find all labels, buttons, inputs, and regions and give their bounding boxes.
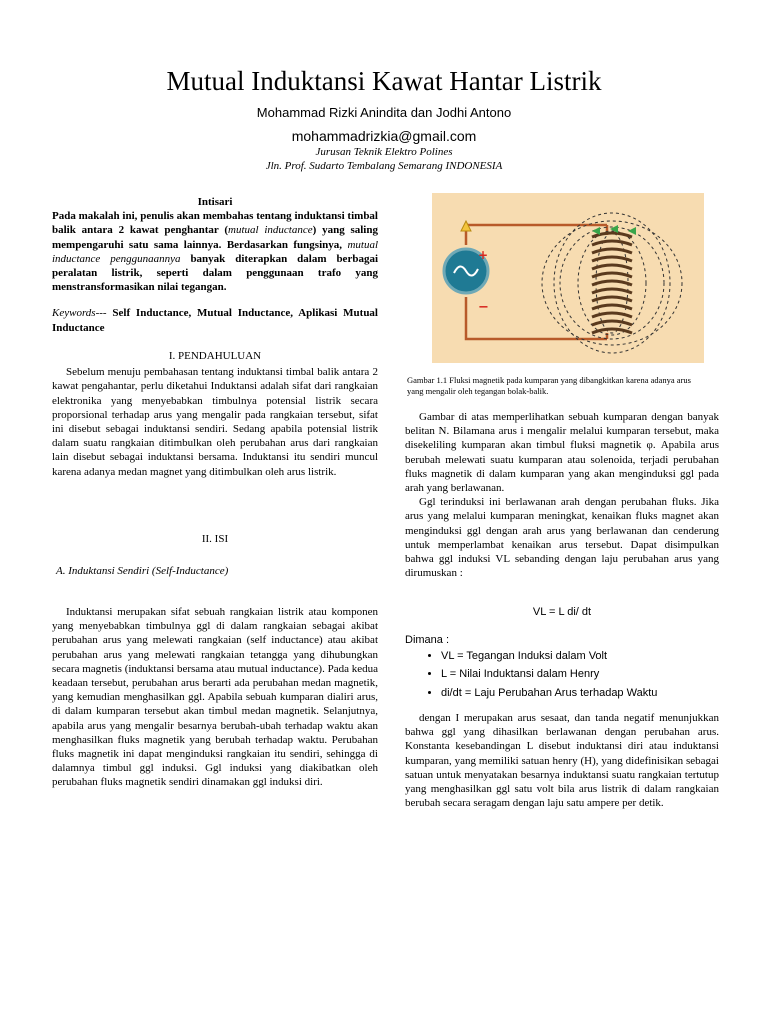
plus-sign: +: [478, 248, 489, 262]
abstract-part-1: Pada makalah ini, penulis akan membahas tentang induktansi timbal balik antara 2 kawat penghantar (: [52, 210, 378, 237]
definition-list: [405, 649, 719, 700]
section-1-paragraph: Sebelum menuju pembahasan tentang induktansi timbal balik antara 2 kawat pengahantar, perlu diketahui Induktansi adalah sifat dari rangkaian elektronika yang menyebabkan timbulnya potensial listrik secara proporsional terhadap arus yang mengalir pada rangkaian tersebut, sifat ini disebut sebagai induktansi sendiri. Sedang apabila potensial listrik dalam suatu rangkaian ditimbulkan oleh perubahan arus dari rangkaian lain disebut sebagai induktansi bersama. Induktansi itu sendiri muncul karena adanya medan magnet yang ditimbulkan oleh arus listrik.: [52, 366, 378, 478]
abstract-italic-1: mutual inductance: [228, 224, 313, 237]
self-inductance-paragraph: Induktansi merupakan sifat sebuah rangkaian listrik atau komponen yang menyebabkan timbulnya ggl di dalam rangkaian sebagai akibat perubahan arus yang melewati rangkaian (self inductance) atau akibat perubahan arus yang melewati rangkaian tetangga yang dihubungkan secara magnetis (induktansi bersama atau mutual inductance). Pada kedua keadaan tersebut, perubahan arus berarti ada perubahan medan magnetik, yang kemudian menghasilkan ggl. Apabila sebuah kumparan dialiri arus, di dalam kumparan tersebut akan timbul medan magnetik. Selanjutnya, apabila arus yang mengalir besarnya berubah-ubah terhadap waktu akan menghasilkan fluks magnetik yang berubah terhadap waktu. Perubahan fluks magnetik ini dapat menginduksi rangkaian itu sendiri, sehingga di dalamnya timbul ggl induksi. Ggl induksi yang diakibatkan oleh perubahan fluks magnetik sendiri dinamakan ggl induksi diri.: [52, 606, 378, 789]
author-email: mohammadrizkia@gmail.com: [291, 128, 477, 144]
keywords-list: Self Inductance, Mutual Inductance, Aplikasi Mutual Inductance: [52, 307, 378, 334]
inductance-paragraph: dengan I merupakan arus sesaat, dan tanda negatif menunjukkan bahwa ggl yang dihasilkan berlawanan dengan perubahan arus. Konstanta kesebandingan L disebut induktansi diri atau induktansi kumparan, yang memiliki satuan henry (H), yang didefinisikan sebagai satuan untuk menyatakan besarnya induktansi suatu rangkaian tertutup yang menghasilkan ggl satu volt bila arus listrik di dalam rangkaian berubah secara seragam dengan laju satu ampere per detik.: [405, 712, 719, 810]
induktansi-definition-paragraph: [405, 711, 719, 810]
abstract-text: [52, 209, 378, 294]
dimana-label: Dimana :: [405, 634, 450, 646]
minus-sign: −: [478, 300, 489, 315]
definition-item: • L = Nilai Induktansi dalam Henry: [441, 667, 719, 681]
coil-figure: [432, 193, 704, 363]
section-isi: [52, 532, 378, 546]
section-pendahuluan: [52, 349, 378, 479]
formula: VL = L di/ dt: [532, 606, 592, 618]
section-2-paragraph: [52, 605, 378, 790]
definition-item: • di/dt = Laju Perubahan Arus terhadap Waktu: [441, 686, 719, 700]
induced-emf-paragraph: Ggl terinduksi ini berlawanan arah dengan perubahan fluks. Jika arus yang melalui kumparan meningkat, kenaikan fluks magnet akan menginduksi ggl dengan arah arus yang berlawanan dan cenderung untuk memperlambat kenaikan arus tersebut. Dapat disimpulkan bahwa ggl induksi VL sebanding dengan laju perubahan arus yang dirumuskan :: [405, 496, 719, 580]
coil-diagram: [432, 193, 704, 363]
authors: Mohammad Rizki Anindita dan Jodhi Antono: [256, 105, 512, 120]
affiliation-line-1: Jurusan Teknik Elektro Polines: [315, 146, 453, 158]
subsection-a-heading: A. Induktansi Sendiri (Self-Inductance): [56, 565, 229, 577]
abstract-part-3: banyak diterapkan dalam berbagai peralatan listrik, seperti dalam penggunaan trafo yang menstransformasikan nilai tegangan.: [52, 252, 378, 294]
figure-caption: Gambar 1.1 Fluksi magnetik pada kumparan yang dibangkitkan karena adanya arus yang mengalir oleh tegangan bolak-balik.: [407, 375, 691, 396]
affiliation-line-2: Jln. Prof. Sudarto Tembalang Semarang INDONESIA: [265, 160, 503, 172]
section-1-heading: I. PENDAHULUAN: [168, 350, 262, 362]
definition-item: • VL = Tegangan Induksi dalam Volt: [441, 649, 719, 663]
abstract-heading: Intisari: [197, 196, 233, 208]
definitions: [405, 633, 719, 704]
abstract-part-2: ) yang saling mempengaruhi satu sama lainnya. Berdasarkan fungsinya,: [52, 224, 378, 251]
figure-explanation-paragraph: Gambar di atas memperlihatkan sebuah kumparan dengan banyak belitan N. Bilamana arus i mengalir melalui kumparan tersebut, maka disekeliling kumparan akan timbul fluksi magnetik φ. Apabila arus berubah melewati suatu kumparan atau solenoida, terjadi perubahan fluks magnetik di dalam kumparan yang akan menginduksi ggl pada arah yang berlawanan.: [405, 411, 719, 495]
section-2-heading: II. ISI: [201, 533, 229, 545]
keywords-label: Keywords---: [52, 307, 107, 320]
abstract-italic-2: mutual inductance penggunaannya: [52, 238, 378, 265]
right-column-text: [405, 410, 719, 580]
keywords: [52, 306, 378, 334]
paper-title: Mutual Induktansi Kawat Hantar Listrik: [166, 66, 602, 96]
abstract: [52, 195, 378, 335]
